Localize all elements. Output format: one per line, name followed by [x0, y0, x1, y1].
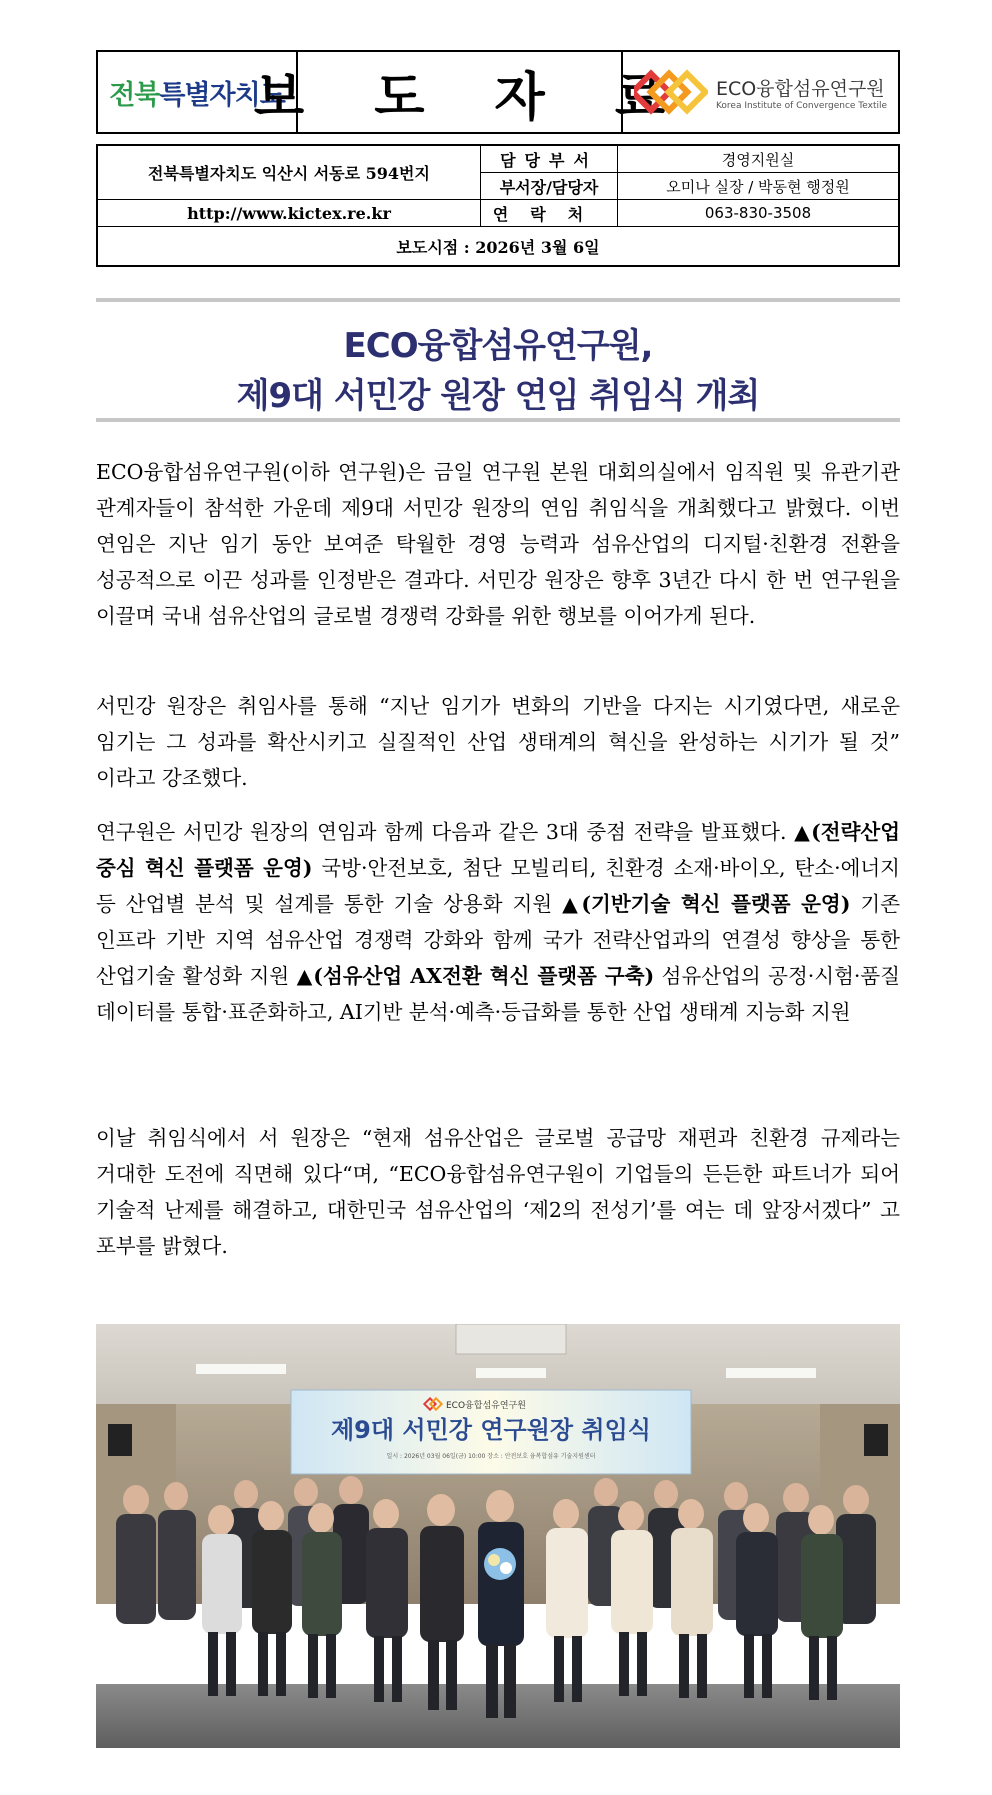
ceremony-photo-illustration — [96, 1324, 900, 1748]
press-release-header — [96, 50, 900, 134]
press-release-label-cell — [253, 52, 692, 132]
person-label: 부서장/담당자 — [481, 173, 618, 200]
dept-value: 경영지원실 — [618, 145, 900, 173]
release-date: 보도시점 : 2026년 3월 6일 — [97, 227, 899, 267]
body-paragraph-4: 이날 취임식에서 서 원장은 “현재 섬유산업은 글로벌 공급망 재편과 친환경 규제라는 거대한 도전에 직면해 있다“며, “ECO융합섬유연구원이 기업들의 든든한 파트너가 되어 기술적 난제를 해결하고, 대한민국 섬유산업의 ‘제2의 전성기’를 여는 데 앞장서겠다” 고 포부를 밝혔다. — [96, 1126, 900, 1258]
body-paragraph-2: 서민강 원장은 취임사를 통해 “지난 임기가 변화의 기반을 다지는 시기였다면, 새로운 임기는 그 성과를 확산시키고 실질적인 산업 생태계의 혁신을 완성하는 시기가 될 것” 이라고 강조했다. — [96, 694, 900, 790]
ceremony-photo — [96, 1324, 900, 1748]
website-link[interactable]: http://www.kictex.re.kr — [97, 200, 481, 227]
jeonbuk-logo-text: 전북특별자치도 — [109, 79, 285, 111]
banner-org: ECO융합섬유연구원 — [446, 1401, 526, 1411]
address: 전북특별자치도 익산시 서동로 594번지 — [97, 145, 481, 200]
title-rule-bottom — [96, 418, 900, 422]
title-rule-top — [96, 298, 900, 302]
headline-line-2: 제9대 서민강 원장 연임 취임식 개최 — [236, 376, 760, 416]
body-paragraph-1: ECO융합섬유연구원(이하 연구원)은 금일 연구원 본원 대회의실에서 임직원 및 유관기관 관계자들이 참석한 가운데 제9대 서민강 원장의 연임 취임식을 개최했다고 밝혔다. 이번 연임은 지난 임기 동안 보여준 탁월한 경영 능력과 섬유산업의 디지털·친환경 전환을 성공적으로 이끈 성과를 인정받은 결과다. 서민강 원장은 향후 3년간 다시 한 번 연구원을 이끌며 국내 섬유산업의 글로벌 경쟁력 강화를 위한 행보를 이어가게 된다. — [96, 460, 900, 628]
eco-logo — [623, 52, 898, 132]
person-value: 오미나 실장 / 박동현 행정원 — [618, 173, 900, 200]
contact-label: 연락처 — [481, 200, 618, 227]
dept-label: 담당부서 — [481, 145, 618, 173]
body-paragraph-3: 연구원은 서민강 원장의 연임과 함께 다음과 같은 3대 중점 전략을 발표했다. ▲(전략산업 중심 혁신 플랫폼 운영) 국방·안전보호, 첨단 모빌리티, 친환경 소재·바이오, 탄소·에너지 등 산업별 분석 및 설계를 통한 기술 상용화 지원 ▲(기반기술 혁신 플랫폼 운영) 기존 인프라 기반 지역 섬유산업 경쟁력 강화와 함께 국가 전략산업과의 연결성 향상을 통한 산업기술 활성화 지원 ▲(섬유산업 AX전환 혁신 플랫폼 구축) 섬유산업의 공정·시험·품질 데이터를 통합·표준화하고, AI기반 분석·예측·등급화를 통한 산업 생태계 지능화 지원 — [96, 820, 901, 1024]
banner-title: 제9대 서민강 연구원장 취임식 — [331, 1416, 651, 1444]
contact-value: 063-830-3508 — [618, 200, 900, 227]
press-release-label: 보 도 자 료 — [253, 66, 692, 128]
strategy-3-title: ▲(섬유산업 AX전환 혁신 플랫폼 구축) — [296, 964, 655, 988]
eco-logo-english: Korea Institute of Convergence Textile — [715, 100, 888, 111]
strategy-1-title: ▲(전략산업 중심 혁신 플랫폼 운영) — [96, 820, 900, 880]
headline-line-1: ECO융합섬유연구원, — [343, 326, 653, 366]
banner-subtitle: 일시 : 2026년 03월 06일(금) 10:00 장소 : 안전보호 융복합섬유 기술지원센터 — [386, 1453, 596, 1460]
strategy-2-title: ▲(기반기술 혁신 플랫폼 운영) — [562, 892, 851, 916]
eco-emblem-icon — [634, 67, 708, 117]
eco-logo-korean: ECO융합섬유연구원 — [715, 77, 885, 100]
contact-info-table — [96, 144, 900, 267]
